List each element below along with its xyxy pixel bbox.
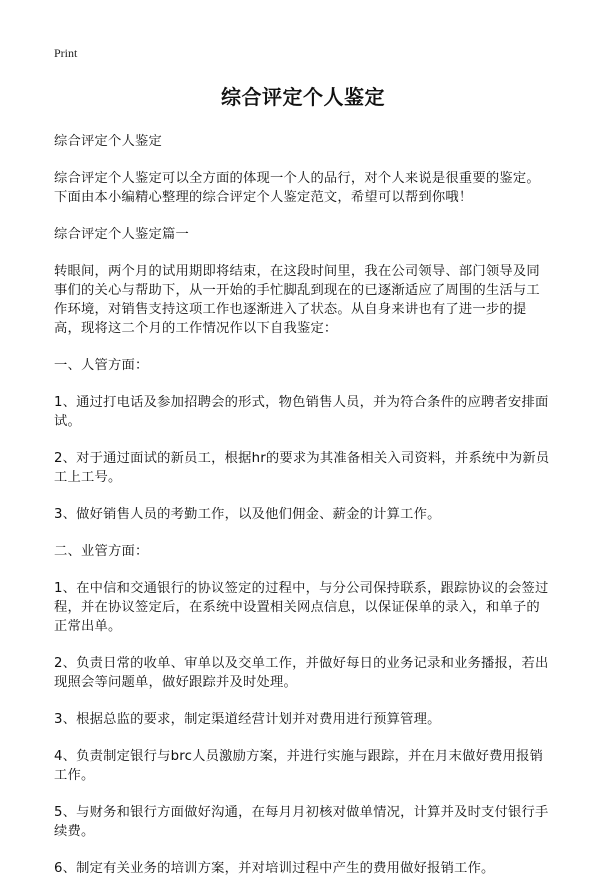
paragraph-business-item-5: 5、与财务和银行方面做好沟通，在每月月初核对做单情况，计算并及时支付银行手续费。 [54,805,549,839]
paragraph-subtitle: 综合评定个人鉴定 [54,134,162,149]
paragraph-hr-item-1: 1、通过打电话及参加招聘会的形式，物色销售人员，并为符合条件的应聘者安排面试。 [54,395,549,429]
paragraph-summary: 转眼间，两个月的试用期即将结束，在这段时间里，我在公司领导、部门领导及同事们的关心与帮助下，从一开始的手忙脚乱到现在的已逐渐适应了周围的生活与工作环境，对销售支持这项工作也逐渐进入了状态。从自身来讲也有了进一步的提高，现将这二个月的工作情况作以下自我鉴定： [54,264,540,336]
paragraph-business-item-2: 2、负责日常的收单、审单以及交单工作，并做好每日的业务记录和业务播报，若出现照会等问题单，做好跟踪并及时处理。 [54,656,549,690]
paragraph-business-item-6: 6、制定有关业务的培训方案，并对培训过程中产生的费用做好报销工作。 [54,861,495,876]
paragraph-hr-item-3: 3、做好销售人员的考勤工作，以及他们佣金、薪金的计算工作。 [54,507,441,522]
paragraph-business-item-1: 1、在中信和交通银行的协议签定的过程中，与分公司保持联系，跟踪协议的会签过程，并在协议签定后，在系统中设置相关网点信息，以保证保单的录入，和单子的正常出单。 [54,581,549,634]
paragraph-hr-heading: 一、人管方面： [54,358,149,373]
document-title: 综合评定个人鉴定 [221,85,385,109]
paragraph-intro: 综合评定个人鉴定可以全方面的体现一个人的品行，对个人来说是很重要的鉴定。下面由本小编精心整理的综合评定个人鉴定范文，希望可以帮到你哦！ [54,171,540,205]
paragraph-section-heading: 综合评定个人鉴定篇一 [54,227,189,242]
paragraph-business-item-3: 3、根据总监的要求，制定渠道经营计划并对费用进行预算管理。 [54,712,441,727]
paragraph-hr-item-2: 2、对于通过面试的新员工，根据hr的要求为其准备相关入司资料，并系统中为新员工上工号。 [54,451,550,485]
paragraph-business-heading: 二、业管方面： [54,544,149,559]
document-body [54,132,552,878]
print-link[interactable]: Print [54,46,78,60]
paragraph-business-item-4: 4、负责制定银行与brc人员激励方案，并进行实施与跟踪，并在月末做好费用报销工作。 [54,749,544,783]
